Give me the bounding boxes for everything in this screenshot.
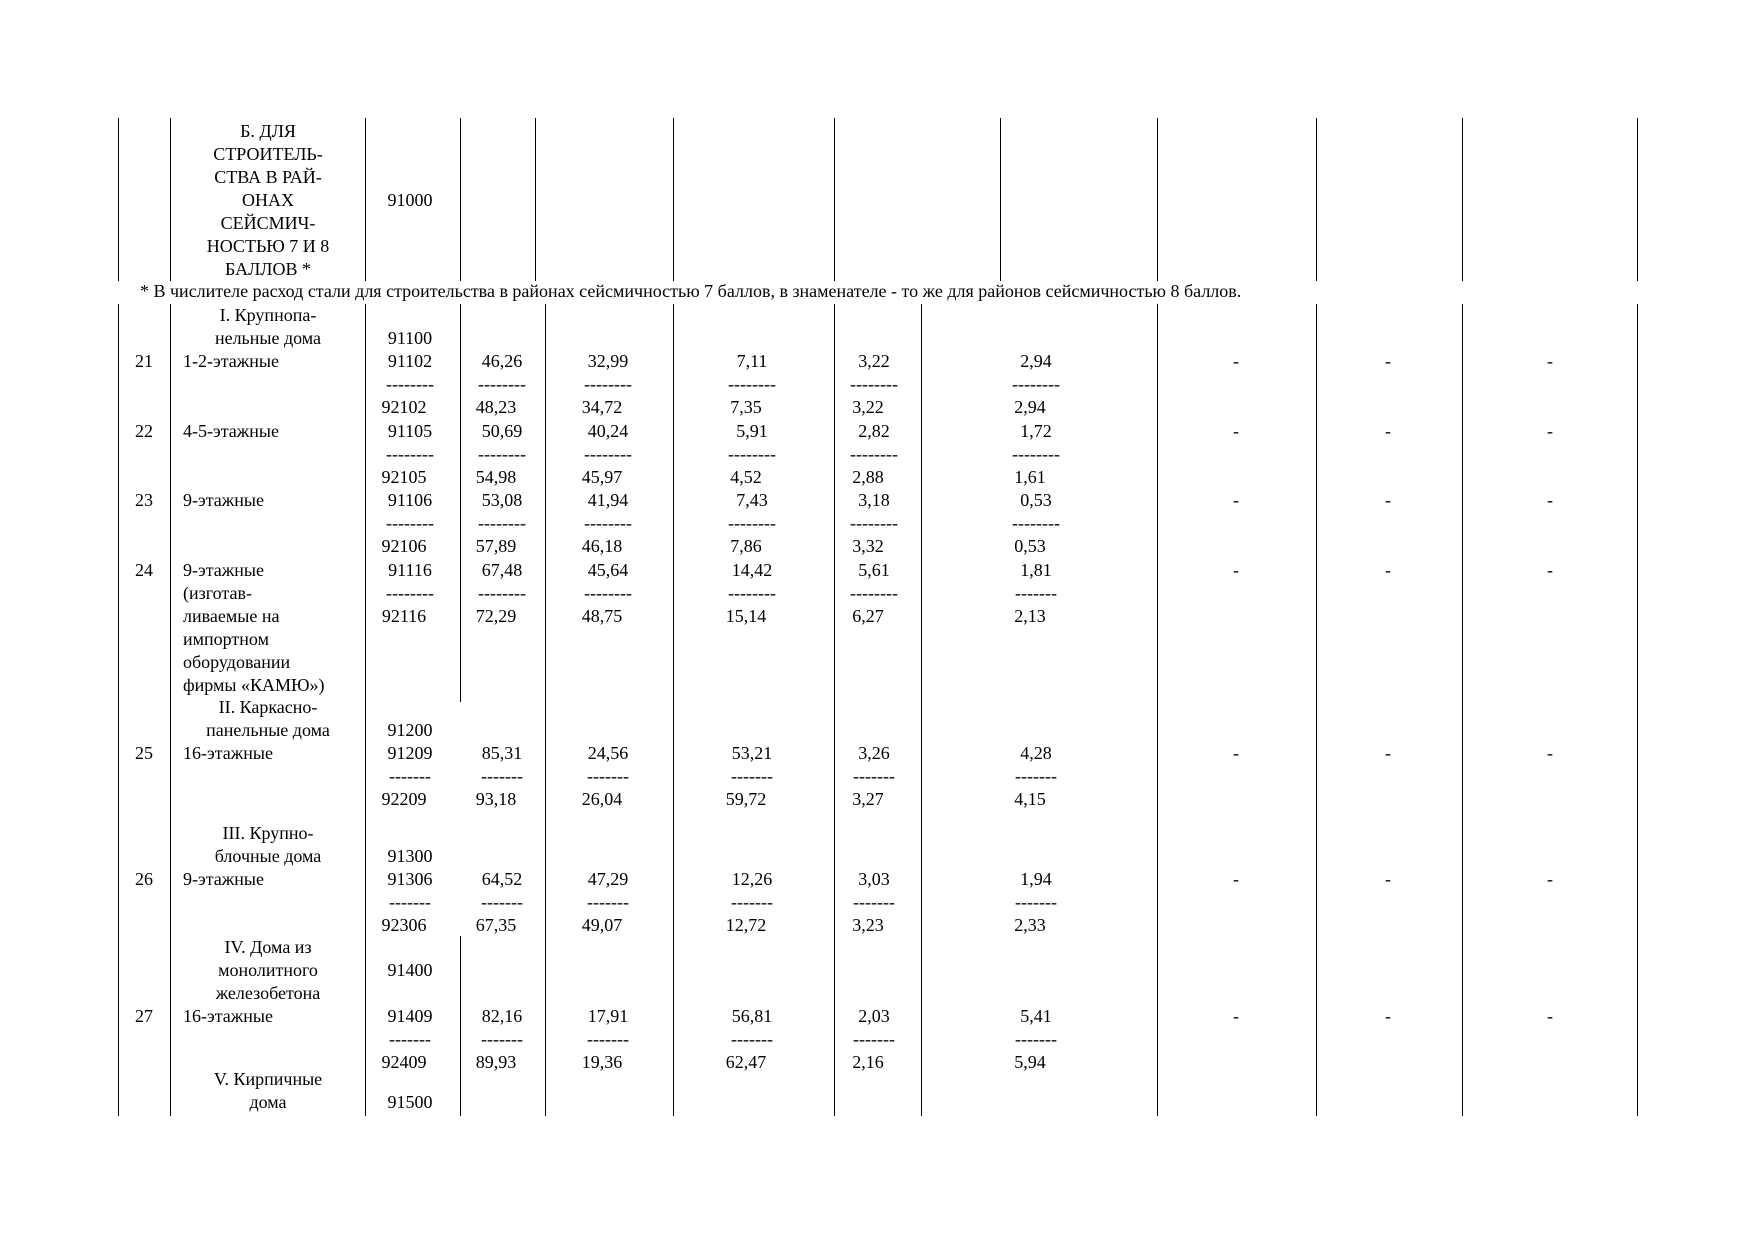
denominator-value: 7,35	[730, 397, 762, 417]
rule	[460, 118, 461, 281]
row-name-line: 1-2-этажные	[183, 351, 279, 371]
empty-cell-dash: -	[1385, 1006, 1391, 1026]
empty-cell-dash: -	[1385, 743, 1391, 763]
fraction-bar: --------	[478, 583, 526, 603]
fraction-bar: -------	[587, 766, 629, 786]
numerator-value: 91209	[387, 743, 433, 763]
rule	[834, 118, 835, 281]
fraction-bar: -------	[1015, 766, 1057, 786]
fraction-bar: --------	[478, 444, 526, 464]
row-name-line: импортном	[183, 629, 269, 649]
numerator-value: 4,28	[1020, 743, 1052, 763]
numerator-value: 1,72	[1020, 421, 1052, 441]
section-code: 91400	[387, 960, 433, 980]
section-code: 91500	[387, 1092, 433, 1112]
fraction-bar: -------	[853, 892, 895, 912]
denominator-value: 3,32	[852, 536, 884, 556]
denominator-value: 0,53	[1014, 536, 1046, 556]
section-title-line: IV. Дома из	[224, 937, 312, 957]
header-title-line: СЕЙСМИЧ-	[220, 213, 316, 233]
denominator-value: 89,93	[475, 1052, 517, 1072]
numerator-value: 91106	[387, 490, 433, 510]
fraction-bar: -------	[481, 766, 523, 786]
denominator-value: 49,07	[581, 915, 623, 935]
denominator-value: 3,23	[852, 915, 884, 935]
numerator-value: 7,43	[736, 490, 768, 510]
empty-cell-dash: -	[1233, 351, 1239, 371]
section-title-line: дома	[249, 1092, 287, 1112]
numerator-value: 64,52	[481, 869, 523, 889]
row-number: 24	[135, 560, 153, 580]
fraction-bar: --------	[1012, 444, 1060, 464]
fraction-bar: --------	[1012, 513, 1060, 533]
fraction-bar: --------	[386, 444, 434, 464]
row-name-line: 4-5-этажные	[183, 421, 279, 441]
denominator-value: 2,33	[1014, 915, 1046, 935]
header-title-line: ОНАХ	[242, 190, 294, 210]
denominator-value: 6,27	[852, 606, 884, 626]
empty-cell-dash: -	[1385, 351, 1391, 371]
numerator-value: 91116	[388, 560, 432, 580]
section-title-line: панельные дома	[206, 720, 330, 740]
row-name-line: (изготав-	[183, 583, 253, 603]
row-name-line: 16-этажные	[183, 743, 273, 763]
denominator-value: 7,86	[730, 536, 762, 556]
denominator-value: 48,75	[581, 606, 623, 626]
section-code: 91300	[387, 846, 433, 866]
denominator-value: 57,89	[475, 536, 517, 556]
denominator-value: 45,97	[581, 467, 623, 487]
empty-cell-dash: -	[1233, 560, 1239, 580]
denominator-value: 5,94	[1014, 1052, 1046, 1072]
numerator-value: 2,82	[858, 421, 890, 441]
denominator-value: 4,52	[730, 467, 762, 487]
numerator-value: 47,29	[587, 869, 629, 889]
numerator-value: 53,21	[731, 743, 773, 763]
empty-cell-dash: -	[1385, 421, 1391, 441]
empty-cell-dash: -	[1547, 490, 1553, 510]
numerator-value: 7,11	[736, 351, 768, 371]
numerator-value: 56,81	[731, 1006, 773, 1026]
header-title-line: Б. ДЛЯ	[240, 121, 296, 141]
section-title-line: I. Крупнопа-	[219, 305, 317, 325]
rule	[170, 304, 171, 1116]
fraction-bar: --------	[386, 583, 434, 603]
row-number: 23	[135, 490, 153, 510]
denominator-value: 2,13	[1014, 606, 1046, 626]
numerator-value: 53,08	[481, 490, 523, 510]
row-name-line: 9-этажные	[183, 490, 264, 510]
fraction-bar: -------	[389, 1029, 431, 1049]
empty-cell-dash: -	[1547, 421, 1553, 441]
header-title-line: НОСТЬЮ 7 И 8	[206, 236, 330, 256]
empty-cell-dash: -	[1233, 1006, 1239, 1026]
fraction-bar: -------	[1015, 892, 1057, 912]
empty-cell-dash: -	[1547, 560, 1553, 580]
fraction-bar: --------	[584, 444, 632, 464]
section-title-line: II. Каркасно-	[218, 697, 318, 717]
denominator-value: 26,04	[581, 789, 623, 809]
empty-cell-dash: -	[1233, 743, 1239, 763]
fraction-bar: --------	[584, 374, 632, 394]
rule	[834, 304, 835, 1116]
numerator-value: 91306	[387, 869, 433, 889]
empty-cell-dash: -	[1233, 869, 1239, 889]
row-number: 21	[135, 351, 153, 371]
rule	[1637, 304, 1638, 1116]
denominator-value: 46,18	[581, 536, 623, 556]
fraction-bar: -------	[853, 766, 895, 786]
denominator-value: 4,15	[1014, 789, 1046, 809]
numerator-value: 5,91	[736, 421, 768, 441]
empty-cell-dash: -	[1547, 351, 1553, 371]
denominator-value: 67,35	[475, 915, 517, 935]
numerator-value: 40,24	[587, 421, 629, 441]
fraction-bar: --------	[728, 444, 776, 464]
denominator-value: 93,18	[475, 789, 517, 809]
denominator-value: 54,98	[475, 467, 517, 487]
numerator-value: 41,94	[587, 490, 629, 510]
denominator-value: 92105	[381, 467, 427, 487]
denominator-value: 1,61	[1014, 467, 1046, 487]
fraction-bar: --------	[850, 513, 898, 533]
denominator-value: 34,72	[581, 397, 623, 417]
section-title-line: III. Крупно-	[222, 823, 314, 843]
header-code: 91000	[387, 190, 433, 210]
denominator-value: 59,72	[725, 789, 767, 809]
fraction-bar: -------	[853, 1029, 895, 1049]
rule	[545, 304, 546, 1116]
section-code: 91200	[387, 720, 433, 740]
denominator-value: 92116	[381, 606, 427, 626]
numerator-value: 85,31	[481, 743, 523, 763]
rule	[1462, 118, 1463, 281]
rule	[118, 118, 119, 281]
numerator-value: 50,69	[481, 421, 523, 441]
empty-cell-dash: -	[1233, 490, 1239, 510]
denominator-value: 48,23	[475, 397, 517, 417]
rule	[673, 304, 674, 1116]
numerator-value: 3,22	[858, 351, 890, 371]
denominator-value: 92209	[381, 789, 427, 809]
fraction-bar: --------	[728, 513, 776, 533]
denominator-value: 62,47	[725, 1052, 767, 1072]
numerator-value: 12,26	[731, 869, 773, 889]
fraction-bar: --------	[850, 374, 898, 394]
denominator-value: 2,88	[852, 467, 884, 487]
numerator-value: 24,56	[587, 743, 629, 763]
numerator-value: 32,99	[587, 351, 629, 371]
denominator-value: 72,29	[475, 606, 517, 626]
empty-cell-dash: -	[1233, 421, 1239, 441]
numerator-value: 2,03	[858, 1006, 890, 1026]
numerator-value: 67,48	[481, 560, 523, 580]
rule	[1157, 118, 1158, 281]
row-name-line: ливаемые на	[183, 606, 280, 626]
section-title-line: нельные дома	[214, 328, 322, 348]
fraction-bar: --------	[478, 374, 526, 394]
empty-cell-dash: -	[1547, 743, 1553, 763]
numerator-value: 91409	[387, 1006, 433, 1026]
fraction-bar: -------	[481, 1029, 523, 1049]
rule	[673, 118, 674, 281]
denominator-value: 12,72	[725, 915, 767, 935]
empty-cell-dash: -	[1385, 560, 1391, 580]
section-title-line: монолитного	[218, 960, 318, 980]
fraction-bar: --------	[584, 513, 632, 533]
empty-cell-dash: -	[1385, 490, 1391, 510]
fraction-bar: --------	[850, 444, 898, 464]
numerator-value: 82,16	[481, 1006, 523, 1026]
fraction-bar: -------	[1015, 1029, 1057, 1049]
row-number: 25	[135, 743, 153, 763]
rule	[1000, 118, 1001, 281]
fraction-bar: --------	[584, 583, 632, 603]
numerator-value: 2,94	[1020, 351, 1052, 371]
row-number: 27	[135, 1006, 153, 1026]
fraction-bar: -------	[731, 892, 773, 912]
denominator-value: 92409	[381, 1052, 427, 1072]
denominator-value: 19,36	[581, 1052, 623, 1072]
row-number: 22	[135, 421, 153, 441]
row-number: 26	[135, 869, 153, 889]
numerator-value: 14,42	[731, 560, 773, 580]
denominator-value: 3,22	[852, 397, 884, 417]
fraction-bar: -------	[481, 892, 523, 912]
fraction-bar: -------	[1015, 583, 1057, 603]
numerator-value: 5,41	[1020, 1006, 1052, 1026]
rule	[535, 118, 536, 281]
rule	[460, 936, 461, 1116]
fraction-bar: -------	[731, 1029, 773, 1049]
numerator-value: 91102	[387, 351, 433, 371]
empty-cell-dash: -	[1385, 869, 1391, 889]
fraction-bar: --------	[478, 513, 526, 533]
header-title-line: БАЛЛОВ *	[224, 259, 312, 279]
section-title-line: блочные дома	[214, 846, 322, 866]
rule	[1316, 304, 1317, 1116]
header-title-line: СТВА В РАЙ-	[214, 167, 322, 187]
numerator-value: 17,91	[587, 1006, 629, 1026]
numerator-value: 0,53	[1020, 490, 1052, 510]
empty-cell-dash: -	[1547, 869, 1553, 889]
rule	[460, 304, 461, 702]
footnote: * В числителе расход стали для строительства в районах сейсмичностью 7 баллов, в знаменателе - то же для районов сейсмичностью 8 баллов.	[140, 281, 1242, 301]
numerator-value: 46,26	[481, 351, 523, 371]
rule	[365, 304, 366, 1116]
fraction-bar: -------	[731, 766, 773, 786]
row-name-line: 16-этажные	[183, 1006, 273, 1026]
rule	[170, 118, 171, 281]
denominator-value: 92102	[381, 397, 427, 417]
rule	[365, 118, 366, 281]
fraction-bar: -------	[587, 1029, 629, 1049]
denominator-value: 3,27	[852, 789, 884, 809]
fraction-bar: -------	[389, 892, 431, 912]
rule	[921, 304, 922, 1116]
fraction-bar: -------	[389, 766, 431, 786]
fraction-bar: --------	[386, 513, 434, 533]
row-name-line: фирмы «КАМЮ»)	[183, 675, 325, 695]
fraction-bar: --------	[386, 374, 434, 394]
section-title-line: железобетона	[215, 983, 321, 1003]
fraction-bar: --------	[728, 374, 776, 394]
section-code: 91100	[387, 328, 433, 348]
fraction-bar: --------	[728, 583, 776, 603]
numerator-value: 3,26	[858, 743, 890, 763]
header-title-line: СТРОИТЕЛЬ-	[213, 144, 323, 164]
empty-cell-dash: -	[1547, 1006, 1553, 1026]
row-name-line: 9-этажные	[183, 869, 264, 889]
fraction-bar: --------	[1012, 374, 1060, 394]
denominator-value: 92106	[381, 536, 427, 556]
rule	[1157, 304, 1158, 1116]
row-name-line: оборудовании	[183, 652, 291, 672]
rule	[1462, 304, 1463, 1116]
fraction-bar: --------	[850, 583, 898, 603]
rule	[1637, 118, 1638, 281]
numerator-value: 1,94	[1020, 869, 1052, 889]
denominator-value: 92306	[381, 915, 427, 935]
rule	[1316, 118, 1317, 281]
section-title-line: V. Кирпичные	[213, 1069, 323, 1089]
rule	[118, 304, 119, 1116]
denominator-value: 15,14	[725, 606, 767, 626]
numerator-value: 3,18	[858, 490, 890, 510]
denominator-value: 2,94	[1014, 397, 1046, 417]
numerator-value: 1,81	[1020, 560, 1052, 580]
numerator-value: 5,61	[858, 560, 890, 580]
numerator-value: 3,03	[858, 869, 890, 889]
denominator-value: 2,16	[852, 1052, 884, 1072]
fraction-bar: -------	[587, 892, 629, 912]
numerator-value: 45,64	[587, 560, 629, 580]
row-name-line: 9-этажные	[183, 560, 264, 580]
numerator-value: 91105	[387, 421, 433, 441]
